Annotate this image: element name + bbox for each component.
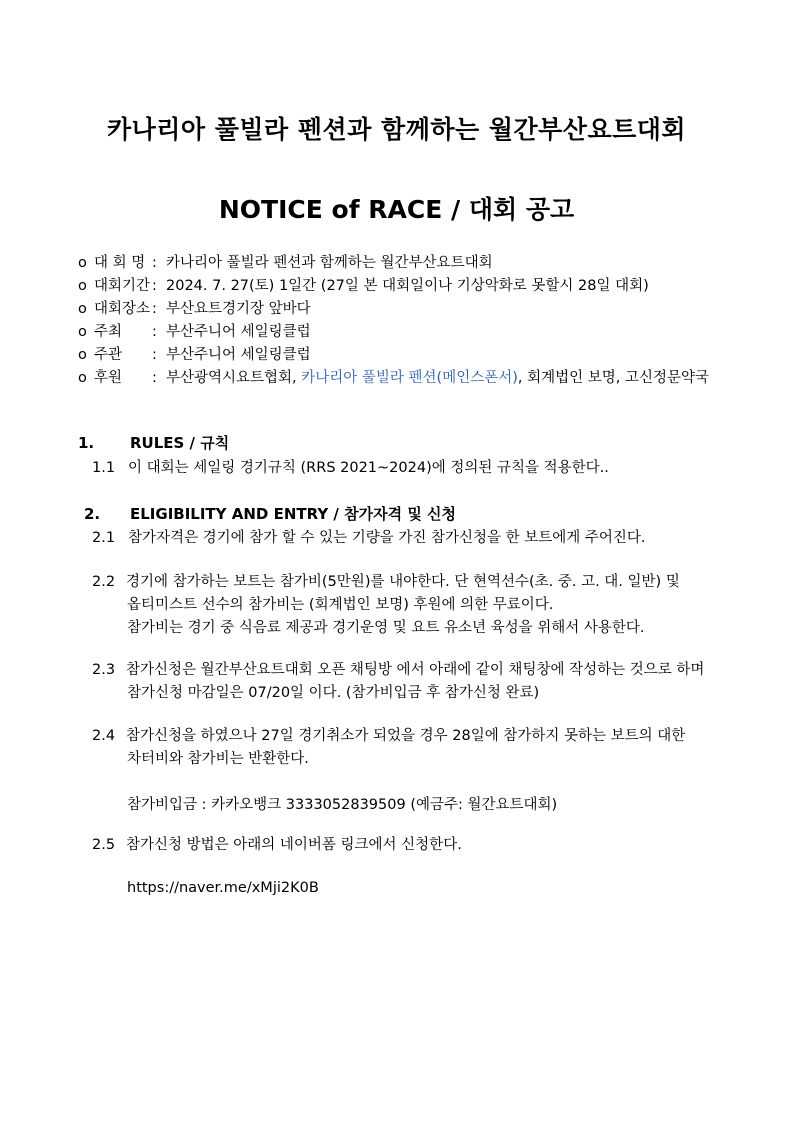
bullet: o bbox=[78, 278, 87, 294]
para-2-1 bbox=[92, 527, 646, 550]
section-2-heading bbox=[84, 503, 456, 524]
section-1-heading bbox=[78, 432, 229, 453]
bullet: o bbox=[78, 255, 87, 271]
para-text: 경기에 참가하는 보트는 참가비(5만원)를 내야한다. 단 현역선수(초. 중. 고. 대. 일반) 및 bbox=[126, 574, 680, 590]
sponsor-text: 부산광역시요트협회, bbox=[166, 370, 302, 386]
colon: : bbox=[152, 370, 157, 386]
section-title: ELIGIBILITY AND ENTRY / 참가자격 및 신청 bbox=[130, 505, 457, 523]
main-sponsor-text: 카나리아 풀빌라 펜션(메인스폰서) bbox=[301, 370, 518, 386]
colon: : bbox=[152, 347, 157, 363]
para-2-4 bbox=[92, 725, 685, 771]
para-number: 2.1 bbox=[92, 530, 116, 546]
info-value: 카나리아 풀빌라 펜션과 함께하는 월간부산요트대회 bbox=[166, 255, 493, 271]
info-row-organizer bbox=[78, 344, 758, 367]
colon: : bbox=[152, 301, 157, 317]
para-2-2 bbox=[92, 571, 680, 640]
para-number: 2.3 bbox=[92, 662, 116, 678]
bullet: o bbox=[78, 301, 87, 317]
bullet: o bbox=[78, 347, 87, 363]
section-title: RULES / 규칙 bbox=[130, 434, 230, 452]
info-value bbox=[166, 367, 709, 390]
para-2-5 bbox=[92, 834, 462, 857]
bullet: o bbox=[78, 324, 87, 340]
info-value: 부산주니어 세일링클럽 bbox=[166, 347, 311, 363]
para-text: 참가신청은 월간부산요트대회 오픈 채팅방 에서 아래에 같이 채팅창에 작성하는 것으로 하며 bbox=[126, 662, 705, 678]
para-text: 차터비와 참가비는 반환한다. bbox=[127, 751, 309, 767]
section-number: 2. bbox=[84, 505, 101, 523]
bullet: o bbox=[78, 370, 87, 386]
bank-account-info: 참가비입금 : 카카오뱅크 3333052839509 (예금주: 월간요트대회) bbox=[127, 797, 558, 813]
para-text: 참가비는 경기 중 식음료 제공과 경기운영 및 요트 유소년 육성을 위해서 사용한다. bbox=[127, 620, 645, 636]
info-row-venue bbox=[78, 298, 758, 321]
info-value: 2024. 7. 27(토) 1일간 (27일 본 대회일이나 기상악화로 못할시 28일 대회) bbox=[166, 278, 649, 294]
info-label: 주관 bbox=[94, 347, 123, 363]
para-number: 1.1 bbox=[92, 460, 116, 476]
para-text: 참가신청 방법은 아래의 네이버폼 링크에서 신청한다. bbox=[126, 837, 462, 853]
info-value: 부산요트경기장 앞바다 bbox=[166, 301, 311, 317]
para-1-1 bbox=[92, 457, 609, 480]
info-label: 대회장소 bbox=[94, 301, 151, 317]
info-row-name bbox=[78, 252, 758, 275]
para-text: 참가신청 마감일은 07/20일 이다. (참가비입금 후 참가신청 완료) bbox=[127, 685, 540, 701]
info-row-period bbox=[78, 275, 758, 298]
colon: : bbox=[152, 255, 157, 271]
para-text: 참가자격은 경기에 참가 할 수 있는 기량을 가진 참가신청을 한 보트에게 주어진다. bbox=[128, 530, 646, 546]
info-label: 주최 bbox=[94, 324, 123, 340]
para-text: 이 대회는 세일링 경기규칙 (RRS 2021~2024)에 정의된 규칙을 적용한다.. bbox=[128, 460, 609, 476]
sponsor-text-rest: , 회계법인 보명, 고신정문약국 bbox=[517, 370, 710, 386]
registration-link[interactable]: https://naver.me/xMji2K0B bbox=[127, 880, 319, 896]
para-number: 2.4 bbox=[92, 728, 116, 744]
info-value: 부산주니어 세일링클럽 bbox=[166, 324, 311, 340]
event-info-list bbox=[78, 252, 758, 390]
info-row-host bbox=[78, 321, 758, 344]
para-2-3 bbox=[92, 659, 704, 705]
info-label: 대회기간 bbox=[94, 278, 151, 294]
para-number: 2.2 bbox=[92, 574, 116, 590]
section-number: 1. bbox=[78, 434, 95, 452]
para-text: 참가신청을 하였으나 27일 경기취소가 되었을 경우 28일에 참가하지 못하는 보트의 대한 bbox=[126, 728, 686, 744]
para-text: 옵티미스트 선수의 참가비는 (회계법인 보명) 후원에 의한 무료이다. bbox=[127, 597, 554, 613]
colon: : bbox=[152, 324, 157, 340]
main-title: 카나리아 풀빌라 펜션과 함께하는 월간부산요트대회 bbox=[106, 115, 687, 144]
info-label: 후원 bbox=[94, 370, 123, 386]
para-number: 2.5 bbox=[92, 837, 116, 853]
notice-title: NOTICE of RACE / 대회 공고 bbox=[218, 195, 575, 224]
info-row-sponsor bbox=[78, 367, 758, 390]
colon: : bbox=[152, 278, 157, 294]
info-label: 대 회 명 bbox=[94, 255, 146, 271]
